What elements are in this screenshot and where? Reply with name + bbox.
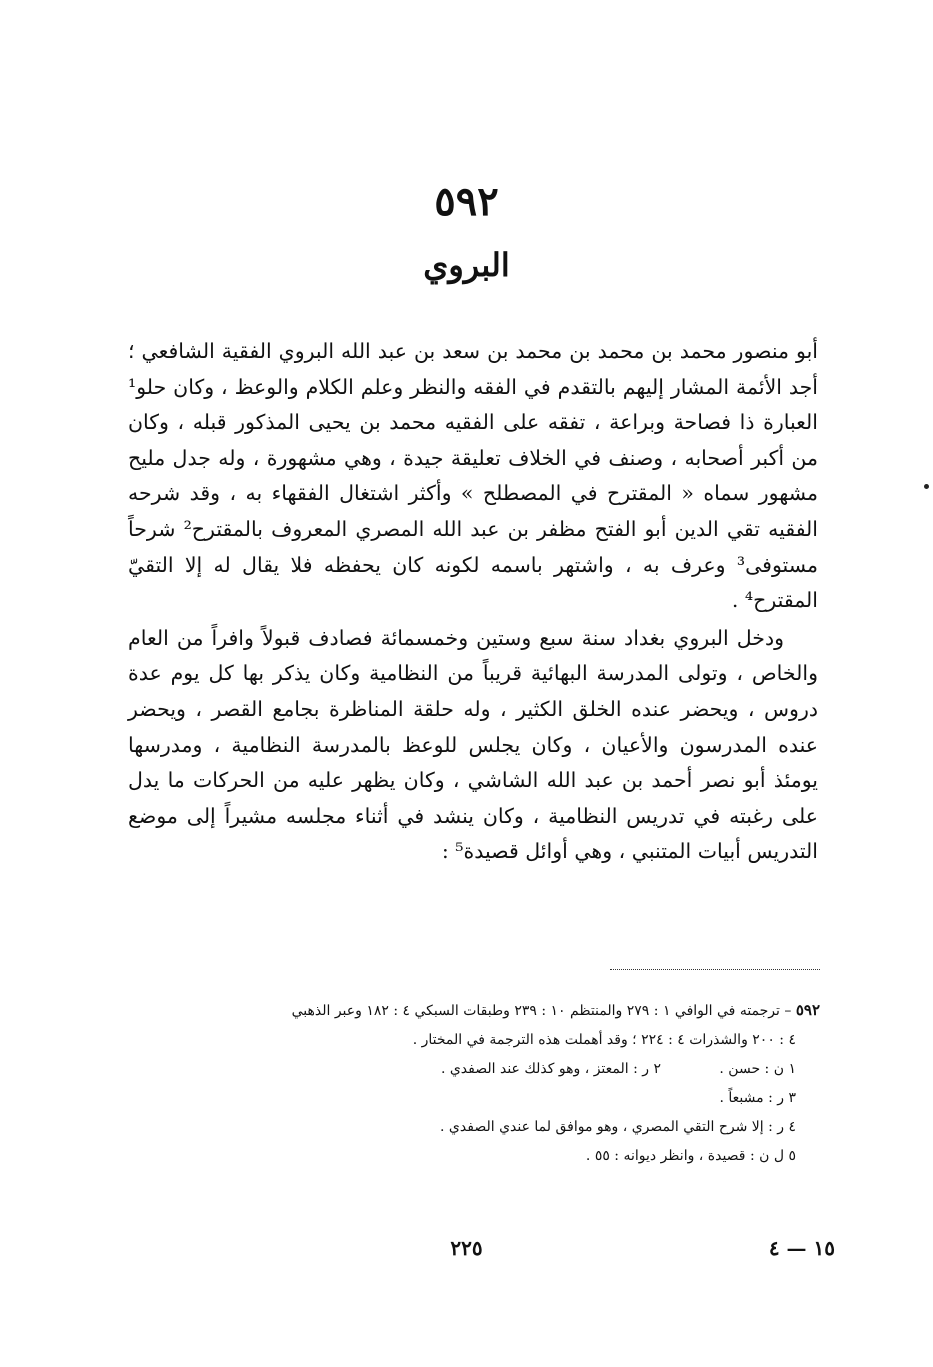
footnote-row-1-2 <box>120 1055 820 1084</box>
page-number: ٢٢٥ <box>450 1236 483 1260</box>
footnote-main-continuation: ٤ : ٢٠٠ والشذرات ٤ : ٢٢٤ ؛ وقد أهملت هذه الترجمة في المختار . <box>412 1032 796 1048</box>
printer-signature: ١٥ — ٤ <box>768 1236 835 1260</box>
body-paragraph-1: أبو منصور محمد بن محمد بن محمد بن سعد بن عبد الله البروي الفقية الشافعي ؛ أجد الأئمة المشار إليهم بالتقدم في الفقه والنظر وعلم الكلام والوعظ ، وكان حلو¹ العبارة ذا فصاحة وبراعة ، تفقه على الفقيه محمد بن يحيى المذكور قبله ، وكان من أكبر أصحابه ، وصنف في الخلاف تعليقة جيدة ، وهي مشهورة ، وله جدل مليح مشهور سماه « المقترح في المصطلح » وأكثر اشتغال الفقهاء به ، وقد شرحه الفقيه تقي الدين أبو الفتح مظفر بن عبد الله المصري المعروف بالمقترح² شرحاً مستوفى³ وعرف به ، واشتهر باسمه لكونه كان يحفظه فلا يقال له إلا التقيّ المقترح⁴ . <box>128 339 818 613</box>
footnote-5: ٥ ل ن : قصيدة ، وانظر ديوانه : ٥٥ . <box>585 1148 796 1164</box>
footnote-divider <box>610 969 820 970</box>
entry-title: البروي <box>423 246 510 284</box>
footnote-main-text: – ترجمته في الوافي ١ : ٢٧٩ والمنتظم ١٠ : ٢٣٩ وطبقات السبكي ٤ : ١٨٢ وعبر الذهبي <box>291 1003 796 1019</box>
footnote-1: ١ ن : حسن . <box>719 1061 796 1077</box>
entry-number: ٥٩٢ <box>434 178 499 225</box>
footnote-2: ٢ ر : المعتز ، وهو كذلك عند الصفدي . <box>440 1061 661 1077</box>
entry-body <box>128 334 818 870</box>
footnote-main <box>120 996 820 1026</box>
margin-mark <box>924 484 929 489</box>
footnote-4: ٤ ر : إلا شرح التقي المصري ، وهو موافق لما عندي الصفدي . <box>440 1119 796 1135</box>
footnote-main-number: ٥٩٢ <box>795 1001 820 1019</box>
footnote-3: ٣ ر : مشبعاً . <box>719 1090 796 1106</box>
body-paragraph-2: ودخل البروي بغداد سنة سبع وستين وخمسمائة فصادف قبولاً وافراً من العام والخاص ، وتولى المدرسة البهائية قريباً من النظامية وكان يذكر بها كل يوم عدة دروس ، ويحضر عنده الخلق الكثير ، وله حلقة المناظرة بجامع القصر ، ويحضر عنده المدرسون والأعيان ، وكان يجلس للوعظ بالمدرسة النظامية ، ومدرسها يومئذ أبو نصر أحمد بن عبد الله الشاشي ، وكان يظهر عليه من الحركات ما يدل على رغبته في تدريس النظامية ، وكان ينشد في أثناء مجلسه مشيراً إلى موضع التدريس أبيات المتنبي ، وهي أوائل قصيدة⁵ : <box>128 625 818 864</box>
footnotes <box>120 996 820 1171</box>
